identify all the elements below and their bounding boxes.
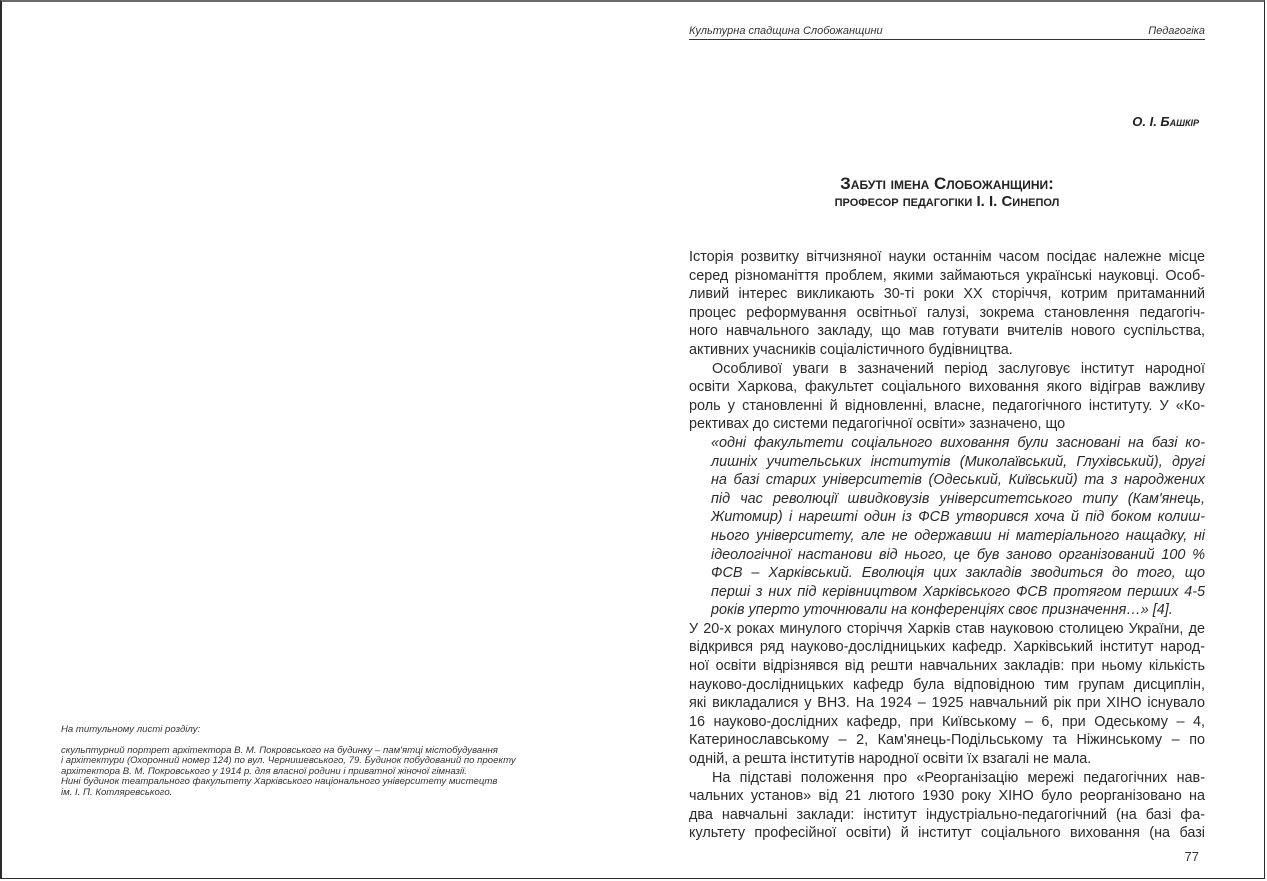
quote-line: років уперто уточнювали на конференціях своє призначення…» [4]. bbox=[711, 602, 1173, 619]
text-line: ливий інтерес викликають 30-ті роки XX сторіччя, котрим притаманний bbox=[689, 286, 1205, 303]
quote-line: ідеологічної настанови від нього, це був заново організований 100 % bbox=[711, 546, 1205, 563]
text-line: освіти Харкова, факультет соціального виховання якого відіграв важливу bbox=[689, 379, 1205, 396]
text-line: науково-дослідницьких кафедр була відповідною тим групам дисциплін, bbox=[689, 676, 1205, 693]
text-line: два навчальні заклади: інститут індустріально-педагогічний (на базі фа- bbox=[689, 806, 1205, 823]
text-line: чальних установ» від 21 лютого 1930 року ХІНО було реорганізовано на bbox=[689, 788, 1205, 805]
article-author: О. І. Башкір bbox=[1132, 114, 1199, 129]
left-page-caption bbox=[61, 725, 591, 799]
article-title-line-2: професор педагогіки І. І. Синепол bbox=[834, 193, 1060, 210]
quote-line: перші з них під керівництвом Харківського ФСВ протягом перших 4-5 bbox=[711, 583, 1205, 600]
caption-line: архітектора В. М. Покровського у 1914 р. для власної родини і приватної жіночої гімназії. bbox=[61, 765, 467, 777]
text-line: У 20-х роках минулого сторіччя Харків став науковою столицею України, де bbox=[689, 620, 1205, 637]
quote-line: лишніх учительських інститутів (Миколаївський, Глухівський), другі bbox=[711, 453, 1205, 470]
quote-line: на базі старих університетів (Одеський, Київський) та з народжених bbox=[711, 472, 1205, 489]
text-line: ної освіти відрізнявся від решти навчальних закладів: при ньому кількість bbox=[689, 658, 1205, 675]
running-head bbox=[689, 25, 1205, 40]
paragraph-1 bbox=[689, 248, 1205, 360]
text-line: Катеринославському – 2, Кам'янець-Подільському та Ніжинському – по bbox=[689, 732, 1205, 749]
article-title-line-1: Забуті імена Слобожанщини: bbox=[840, 174, 1054, 193]
text-line: Особливої уваги в зазначений період заслуговує інститут народної bbox=[712, 360, 1205, 377]
text-line: роль у становленні й відновленні, власне, педагогічного інституту. У «Ко- bbox=[689, 397, 1205, 414]
text-line: одній, а решта інститутів народної освіти їх взагалі не мала. bbox=[689, 751, 1092, 768]
paragraph-3 bbox=[689, 620, 1205, 769]
quote-line: нього університету, але не одержавши ні матеріального нащадку, ні bbox=[711, 527, 1205, 544]
block-quote bbox=[689, 434, 1205, 620]
article-title bbox=[689, 175, 1205, 210]
text-line: процес реформування освітньої галузі, зокрема становлення педагогіч- bbox=[689, 304, 1205, 321]
quote-line: Житомир) і нарешті один із ФСВ утворився хоча й під боком колиш- bbox=[711, 509, 1205, 526]
caption-line: скульптурний портрет архітектора В. М. Покровського на будинку – пам'ятці містобудування bbox=[61, 744, 498, 756]
caption-line: ім. І. П. Котляревського. bbox=[61, 786, 173, 798]
text-line: серед різноманіття проблем, якими займаються українські науковці. Особ- bbox=[689, 267, 1205, 284]
quote-line: «одні факультети соціального виховання були засновані на базі ко- bbox=[711, 434, 1205, 451]
caption-line: і архітектури (Охоронний номер 124) по вул. Чернишевського, 79. Будинок побудований по проекту bbox=[61, 755, 516, 767]
running-head-section: Педагогіка bbox=[1148, 25, 1205, 37]
quote-line: ФСВ – Харківський. Еволюція цих закладів зводиться до того, що bbox=[711, 565, 1205, 582]
text-line: активних учасників соціалістичного будівництва. bbox=[689, 341, 1013, 358]
text-line: Історія розвитку вітчизняної науки останнім часом посідає належне місце bbox=[689, 249, 1205, 265]
text-line: ного навчального закладу, що мав готувати вчителів нового суспільства, bbox=[689, 323, 1205, 340]
text-line: На підставі положення про «Реорганізацію мережі педагогічних нав- bbox=[712, 769, 1205, 786]
page-number: 77 bbox=[1184, 849, 1199, 864]
text-line: рективах до системи педагогічної освіти» зазначено, що bbox=[689, 416, 1066, 433]
text-line: культету професійної освіти) й інститут соціального виховання (на базі bbox=[689, 825, 1205, 842]
article-body bbox=[689, 248, 1205, 843]
text-line: 16 науково-дослідних кафедр, при Київському – 6, при Одеському – 4, bbox=[689, 713, 1205, 730]
paragraph-4 bbox=[689, 769, 1205, 843]
quote-line: під час революції швидковузів університетського типу (Кам'янець, bbox=[711, 490, 1205, 507]
caption-line: Нині будинок театрального факультету Харківського національного університету мистецтв bbox=[61, 776, 498, 788]
text-line: відкрився ряд науково-дослідницьких кафедр. Харківський інститут народ- bbox=[689, 639, 1205, 656]
caption-title: На титульному листі розділу: bbox=[61, 724, 201, 735]
text-line: які викладалися у ВНЗ. На 1924 – 1925 навчальний рік при ХІНО існувало bbox=[689, 695, 1205, 712]
running-head-journal: Культурна спадщина Слобожанщини bbox=[689, 25, 883, 37]
paragraph-2 bbox=[689, 360, 1205, 434]
